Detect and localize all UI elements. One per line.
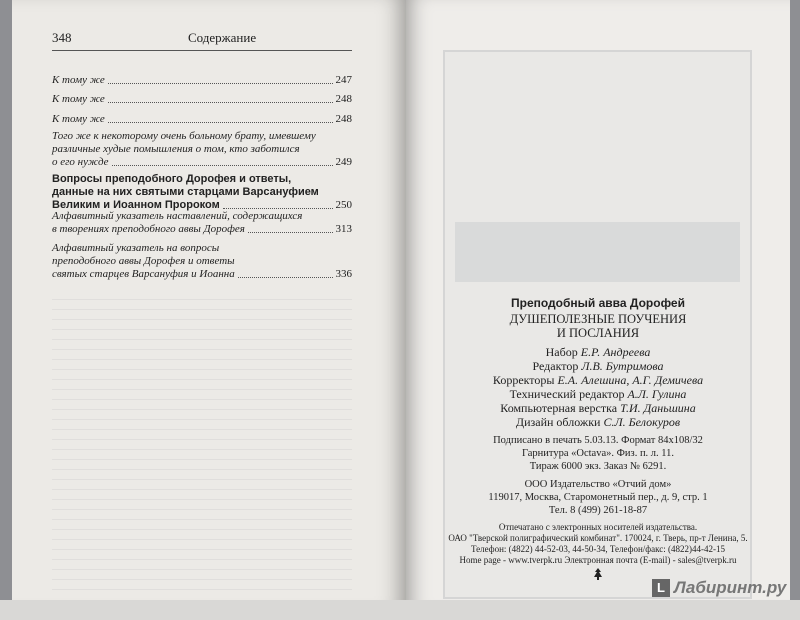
publisher-line: ООО Издательство «Отчий дом»: [524, 479, 672, 490]
toc-entry-page: 250: [335, 199, 352, 211]
credit-line: [410, 401, 786, 415]
ghost-cover-band: [455, 222, 740, 282]
publisher-line: Тел. 8 (499) 261-18-87: [548, 505, 648, 516]
toc-entry: [52, 93, 352, 106]
printer-line: Отпечатано с электронных носителей издательства.: [498, 522, 698, 532]
toc-entry-text: преподобного аввы Дорофея и ответы: [52, 255, 235, 267]
header-rule: [52, 50, 352, 51]
book-title: [410, 312, 786, 340]
publisher-line: 119017, Москва, Старомонетный пер., д. 9, стр. 1: [488, 492, 708, 503]
toc-entry-text: Великим и Иоанном Пророком: [52, 199, 220, 211]
toc-entry-text: Того же к некоторому очень больному брату, имевшему: [52, 130, 316, 142]
credit-line: [410, 345, 786, 359]
tech-line: Гарнитура «Octava». Физ. п. л. 11.: [521, 448, 675, 459]
watermark-text: Лабиринт.ру: [674, 578, 787, 597]
credit-name: Е.Р. Андреева: [580, 345, 651, 359]
credits-list: [410, 345, 786, 429]
toc-entry: [52, 130, 352, 169]
tech-line: Тираж 6000 экз. Заказ № 6291.: [529, 461, 667, 472]
toc-entry-text: Алфавитный указатель на вопросы: [52, 242, 220, 254]
credit-role: Корректоры: [492, 373, 555, 387]
credit-name: Т.И. Даньшина: [620, 401, 696, 415]
toc-entry-text: святых старцев Варсануфия и Иоанна: [52, 268, 235, 280]
credit-role: Технический редактор: [509, 387, 625, 401]
printer-details: [410, 522, 786, 566]
book-author: Преподобный авва Дорофей: [511, 296, 685, 310]
toc-entry-section: [52, 173, 352, 212]
toc-entry-page: 249: [335, 156, 352, 168]
credit-line: [410, 387, 786, 401]
running-head: [52, 30, 337, 50]
printer-line: Телефон: (4822) 44-52-03, 44-50-34, Телефон/факс: (4822)44-42-15: [471, 544, 725, 554]
technical-details: [410, 434, 786, 473]
printer-line: Home page - www.tverpk.ru Электронная почта (E-mail) - sales@tverpk.ru: [459, 555, 737, 565]
credit-line: [410, 373, 786, 387]
toc-entry: [52, 210, 352, 236]
watermark: [652, 578, 786, 598]
credit-name: А.Л. Гулина: [627, 387, 687, 401]
toc-entry-text: К тому же: [52, 74, 105, 86]
toc-entry-text: К тому же: [52, 93, 105, 105]
leader-dots: [112, 165, 333, 166]
toc-entry: [52, 113, 352, 126]
running-head-title: Содержание: [188, 30, 257, 45]
watermark-badge-icon: L: [652, 579, 670, 597]
leader-dots: [238, 277, 333, 278]
toc-entry-page: 336: [335, 268, 352, 280]
leader-dots: [108, 102, 333, 103]
toc-entry-text: о его нужде: [52, 156, 109, 168]
toc-entry-page: 248: [335, 93, 352, 105]
leader-dots: [108, 83, 333, 84]
publisher-details: [410, 478, 786, 517]
credit-line: [410, 359, 786, 373]
credit-role: Компьютерная верстка: [500, 401, 618, 415]
toc-entry-text: К тому же: [52, 113, 105, 125]
book-title-line: И ПОСЛАНИЯ: [556, 326, 640, 340]
imprint-block: [410, 296, 786, 584]
page-number: 348: [52, 30, 72, 45]
printer-line: ОАО "Тверской полиграфический комбинат". 170024, г. Тверь, пр-т Ленина, 5.: [448, 533, 748, 543]
leader-dots: [108, 122, 333, 123]
toc-entry-text: Алфавитный указатель наставлений, содержащихся: [52, 210, 303, 222]
bottom-strip: [0, 600, 800, 620]
toc-entry-text: данные на них святыми старцами Варсануфием: [52, 186, 319, 198]
credit-name: Е.А. Алешина, А.Г. Демичева: [557, 373, 704, 387]
toc-entry-text: Вопросы преподобного Дорофея и ответы,: [52, 173, 292, 185]
book-title-line: ДУШЕПОЛЕЗНЫЕ ПОУЧЕНИЯ: [509, 312, 687, 326]
leader-dots: [223, 208, 333, 209]
toc-entry-text: в творениях преподобного аввы Дорофея: [52, 223, 245, 235]
tech-line: Подписано в печать 5.03.13. Формат 84x108/32: [493, 435, 703, 446]
leader-dots: [248, 232, 333, 233]
toc-entry: [52, 74, 352, 87]
credit-name: С.Л. Белокуров: [603, 415, 681, 429]
toc-entry: [52, 242, 352, 281]
bleed-through-text: [52, 290, 352, 590]
credit-name: Л.В. Бутримова: [581, 359, 664, 373]
credit-line: [410, 415, 786, 429]
toc-entry-page: 248: [335, 113, 352, 125]
credit-role: Дизайн обложки: [515, 415, 601, 429]
toc-entry-text: различные худые помышления о том, кто заботился: [52, 143, 300, 155]
toc-entry-page: 247: [335, 74, 352, 86]
credit-role: Набор: [545, 345, 578, 359]
credit-role: Редактор: [532, 359, 579, 373]
toc-entry-page: 313: [335, 223, 352, 235]
